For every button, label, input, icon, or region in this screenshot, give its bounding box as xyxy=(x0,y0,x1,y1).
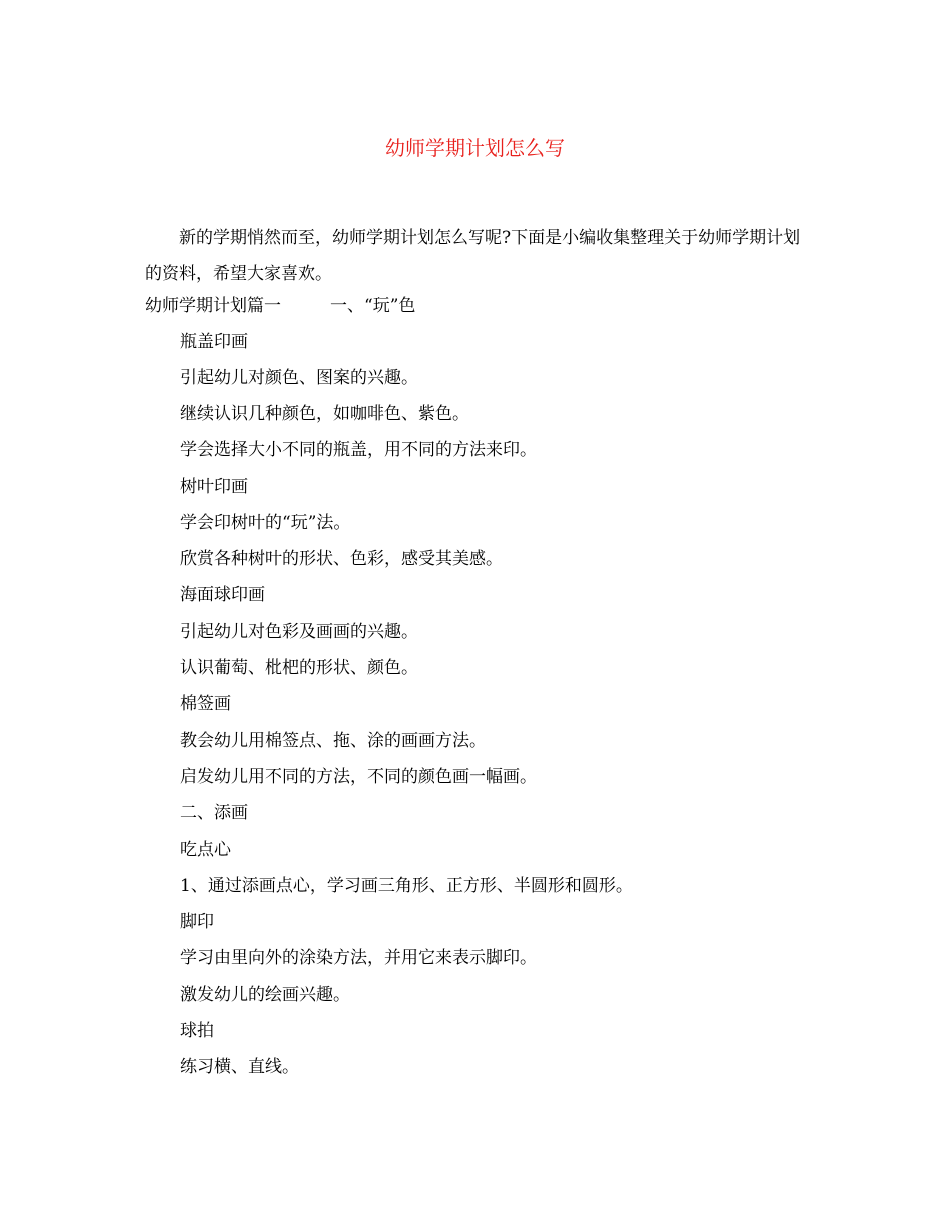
body-line: 启发幼儿用不同的方法，不同的颜色画一幅画。 xyxy=(180,767,537,787)
body-line: 教会幼儿用棉签点、拖、涂的画画方法。 xyxy=(180,731,486,751)
body-line: 认识葡萄、枇杷的形状、颜色。 xyxy=(180,658,418,678)
body-line: 练习横、直线。 xyxy=(180,1057,299,1077)
document-title: 幼师学期计划怎么写 xyxy=(385,136,565,160)
body-line: 瓶盖印画 xyxy=(180,332,248,352)
body-line: 激发幼儿的绘画兴趣。 xyxy=(180,985,350,1005)
body-line: 继续认识几种颜色，如咖啡色、紫色。 xyxy=(180,404,469,424)
body-line: 海面球印画 xyxy=(180,585,265,605)
body-line: 吃点心 xyxy=(180,840,231,860)
body-line: 欣赏各种树叶的形状、色彩，感受其美感。 xyxy=(180,549,503,569)
body-line: 引起幼儿对色彩及画画的兴趣。 xyxy=(180,622,418,642)
body-line: 球拍 xyxy=(180,1021,214,1041)
body-line: 学习由里向外的涂染方法，并用它来表示脚印。 xyxy=(180,948,537,968)
body-line: 树叶印画 xyxy=(180,477,248,497)
body-line: 学会选择大小不同的瓶盖，用不同的方法来印。 xyxy=(180,440,537,460)
body-line: 棉签画 xyxy=(180,694,231,714)
body-line: 二、添画 xyxy=(180,803,248,823)
body-line: 引起幼儿对颜色、图案的兴趣。 xyxy=(180,368,418,388)
body-line: 学会印树叶的“玩”法。 xyxy=(180,513,351,533)
section-heading: 幼师学期计划篇一 xyxy=(145,296,281,316)
body-line: 1、通过添画点心，学习画三角形、正方形、半圆形和圆形。 xyxy=(180,876,633,896)
body-line: 脚印 xyxy=(180,912,214,932)
section-first-item: 一、“玩”色 xyxy=(330,296,416,316)
intro-paragraph: 新的学期悄然而至，幼师学期计划怎么写呢?下面是小编收集整理关于幼师学期计划的资料，希望大家喜欢。 xyxy=(145,228,801,284)
